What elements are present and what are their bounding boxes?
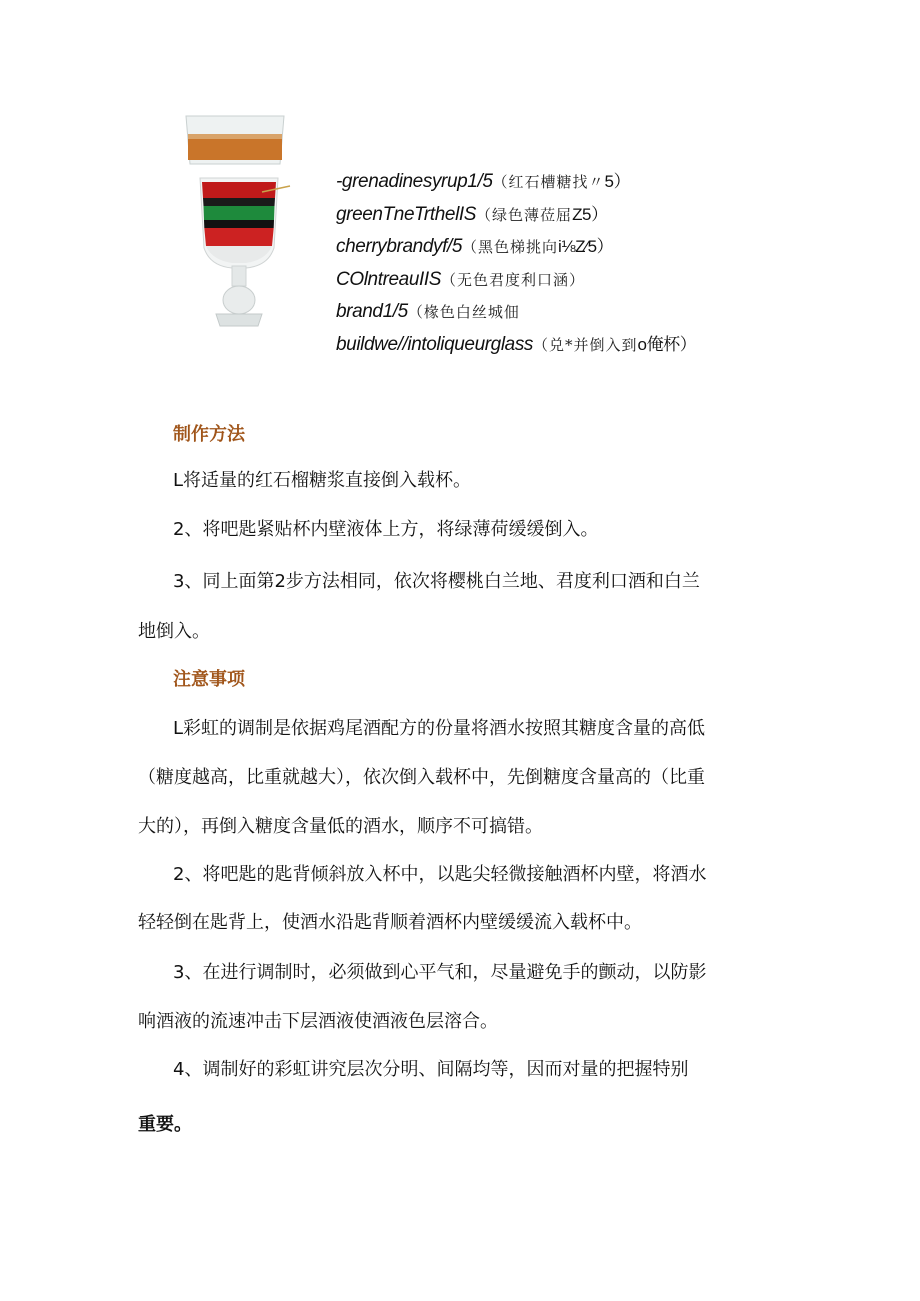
- note-4-cont: 重要。: [138, 1114, 192, 1135]
- note-2-cont: 轻轻倒在匙背上，使酒水沿匙背顺着酒杯内壁缓缓流入载杯中。: [138, 912, 642, 933]
- ingredient-line: cherrybrandyf/5（黑色梯挑向i⅛Z⁄5）: [336, 236, 614, 257]
- amber-shot-glass: [186, 116, 284, 164]
- note-1-cont: 大的），再倒入糖度含量低的酒水，顺序不可搞错。: [138, 816, 543, 837]
- ingredient-line: -grenadinesyrup1/5（红石槽糖找〃5）: [336, 171, 631, 192]
- method-step-2: 2、将吧匙紧贴杯内壁液体上方，将绿薄荷缓缓倒入。: [173, 519, 599, 540]
- note-1-cont: （糖度越高，比重就越大），依次倒入载杯中，先倒糖度含量高的（比重: [138, 767, 705, 788]
- method-step-3: 3、同上面第2步方法相同，依次将樱桃白兰地、君度利口酒和白兰: [173, 571, 700, 592]
- ingredient-line: brand1/5（椽色白丝城佃: [336, 301, 520, 322]
- note-2: 2、将吧匙的匙背倾斜放入杯中，以匙尖轻微接触酒杯内壁，将酒水: [173, 864, 707, 885]
- ingredient-list: [336, 166, 806, 361]
- note-3: 3、在进行调制时，必须做到心平气和，尽量避免手的颤动，以防影: [173, 962, 707, 983]
- ingredient-line: buildwe//intoliqueurglass（兑*并倒入到o俺杯）: [336, 333, 697, 355]
- rainbow-cocktail-image: [180, 108, 300, 338]
- method-heading: 制作方法: [173, 424, 245, 445]
- note-1: L彩虹的调制是依据鸡尾酒配方的份量将酒水按照其糖度含量的高低: [173, 718, 706, 739]
- method-step-3-cont: 地倒入。: [138, 621, 210, 642]
- ingredient-line: greenTneTrthelIS（绿色薄莅屈Z5）: [336, 203, 608, 225]
- notes-heading: 注意事项: [173, 669, 245, 690]
- method-step-1: L将适量的红石榴糖浆直接倒入载杯。: [173, 470, 472, 491]
- note-4: 4、调制好的彩虹讲究层次分明、间隔均等，因而对量的把握特别: [173, 1059, 689, 1080]
- layered-liqueur-glass: [200, 178, 290, 326]
- ingredient-line: COlntreauIIS（无色君度利口涵）: [336, 268, 586, 290]
- note-3-cont: 响酒液的流速冲击下层酒液使酒液色层溶合。: [138, 1011, 498, 1032]
